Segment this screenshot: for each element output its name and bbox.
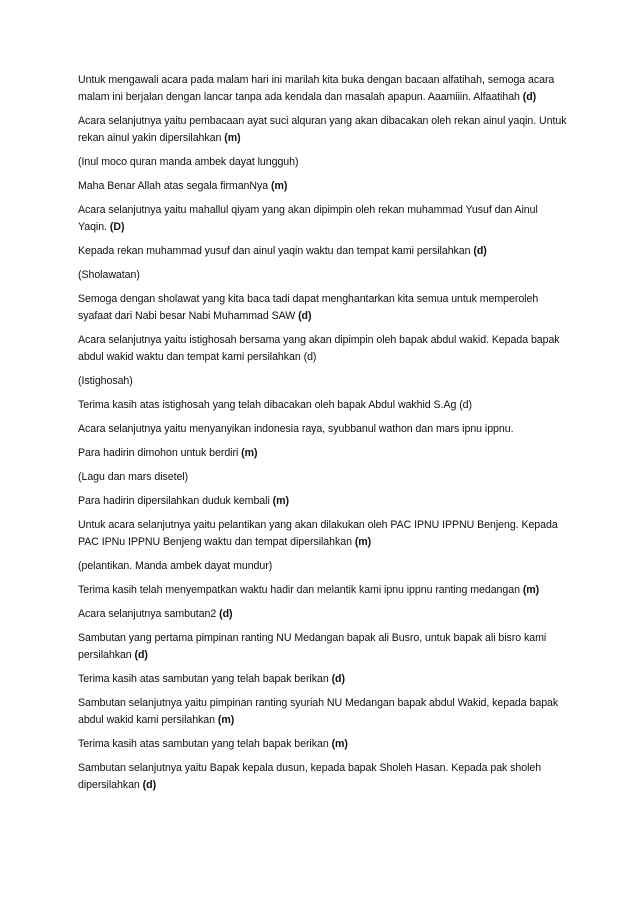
paragraph-1 (78, 72, 568, 106)
speaker-mark: (d) (298, 310, 312, 322)
paragraph-text: Terima kasih atas sambutan yang telah bapak berikan (78, 738, 332, 750)
paragraph-text: Acara selanjutnya yaitu pembacaan ayat suci alquran yang akan dibacakan oleh rekan ainul yaqin. Untuk rekan ainul yakin dipersilahkan (78, 115, 567, 144)
paragraph-21 (78, 671, 568, 688)
paragraph-text: Sambutan yang pertama pimpinan ranting NU Medangan bapak ali Busro, untuk bapak ali bisro kami persilahkan (78, 632, 547, 661)
speaker-mark: (m) (270, 180, 288, 192)
paragraph-8 (78, 291, 568, 325)
paragraph-10 (78, 373, 568, 390)
paragraph-6 (78, 243, 568, 260)
paragraph-text: (Lagu dan mars disetel) (78, 471, 189, 483)
paragraph-12 (78, 421, 568, 438)
paragraph-text: Sambutan selanjutnya yaitu Bapak kepala dusun, kepada bapak Sholeh Hasan. Kepada pak sholeh dipersilahkan (78, 762, 542, 791)
paragraph-text: Terima kasih telah menyempatkan waktu hadir dan melantik kami ipnu ippnu ranting medangan (78, 584, 523, 596)
paragraph-23 (78, 736, 568, 753)
paragraph-text: Acara selanjutnya yaitu istighosah bersama yang akan dipimpin oleh bapak abdul wakid. Kepada bapak abdul wakid waktu dan tempat kami persilahkan (d) (78, 334, 560, 363)
paragraph-text: Semoga dengan sholawat yang kita baca tadi dapat menghantarkan kita semua untuk memperoleh syafaat dari Nabi besar Nabi Muhammad SAW (78, 293, 539, 322)
paragraph-text: Acara selanjutnya yaitu mahallul qiyam yang akan dipimpin oleh rekan muhammad Yusuf dan Ainul Yaqin. (78, 204, 538, 233)
paragraph-text: Para hadirin dipersilahkan duduk kembali (78, 495, 273, 507)
paragraph-16 (78, 517, 568, 551)
paragraph-text: Acara selanjutnya yaitu menyanyikan indonesia raya, syubbanul wathon dan mars ipnu ippnu. (78, 423, 514, 435)
paragraph-5 (78, 202, 568, 236)
paragraph-7 (78, 267, 568, 284)
paragraph-text: Acara selanjutnya sambutan2 (78, 608, 220, 620)
document-page (78, 72, 568, 801)
paragraph-text: (Istighosah) (78, 375, 133, 387)
paragraph-text: Terima kasih atas istighosah yang telah dibacakan oleh bapak Abdul wakhid S.Ag (d) (78, 399, 472, 411)
paragraph-text: Maha Benar Allah atas segala firmanNya (78, 180, 271, 192)
paragraph-24 (78, 760, 568, 794)
paragraph-20 (78, 630, 568, 664)
speaker-mark: (d) (331, 673, 345, 685)
paragraph-22 (78, 695, 568, 729)
paragraph-text: Sambutan selanjutnya yaitu pimpinan ranting syuriah NU Medangan bapak abdul Wakid, kepada bapak abdul wakid kami persilahkan (78, 697, 559, 726)
speaker-mark: (d) (522, 91, 537, 103)
paragraph-11 (78, 397, 568, 414)
paragraph-9 (78, 332, 568, 366)
speaker-mark: (m) (354, 536, 372, 548)
paragraph-text: Untuk acara selanjutnya yaitu pelantikan yang akan dilakukan oleh PAC IPNU IPPNU Benjeng. Kepada PAC IPNu IPPNU Benjeng waktu dan tempat dipersilahkan (78, 519, 558, 548)
paragraph-text: Untuk mengawali acara pada malam hari ini marilah kita buka dengan bacaan alfatihah, semoga acara malam ini berjalan dengan lancar tanpa ada kendala dan masalah apapun. Aaamiiin. Alfaatihah (78, 74, 555, 103)
paragraph-text: (Sholawatan) (78, 269, 140, 281)
speaker-mark: (m) (241, 447, 258, 459)
paragraph-17 (78, 558, 568, 575)
speaker-mark: (m) (522, 584, 540, 596)
paragraph-text: (Inul moco quran manda ambek dayat lungguh) (78, 156, 299, 168)
paragraph-13 (78, 445, 568, 462)
paragraph-18 (78, 582, 568, 599)
speaker-mark: (D) (109, 221, 125, 233)
paragraph-15 (78, 493, 568, 510)
speaker-mark: (m) (331, 738, 348, 750)
speaker-mark: (d) (473, 245, 487, 257)
paragraph-19 (78, 606, 568, 623)
paragraph-text: Para hadirin dimohon untuk berdiri (78, 447, 242, 459)
speaker-mark: (m) (224, 132, 241, 144)
paragraph-text: (pelantikan. Manda ambek dayat mundur) (78, 560, 273, 572)
paragraph-4 (78, 178, 568, 195)
paragraph-14 (78, 469, 568, 486)
paragraph-2 (78, 113, 568, 147)
paragraph-text: Terima kasih atas sambutan yang telah bapak berikan (78, 673, 332, 685)
speaker-mark: (d) (134, 649, 148, 661)
paragraph-3 (78, 154, 568, 171)
speaker-mark: (d) (219, 608, 233, 620)
speaker-mark: (m) (272, 495, 289, 507)
speaker-mark: (m) (217, 714, 235, 726)
speaker-mark: (d) (142, 779, 157, 791)
paragraph-text: Kepada rekan muhammad yusuf dan ainul yaqin waktu dan tempat kami persilahkan (78, 245, 474, 257)
